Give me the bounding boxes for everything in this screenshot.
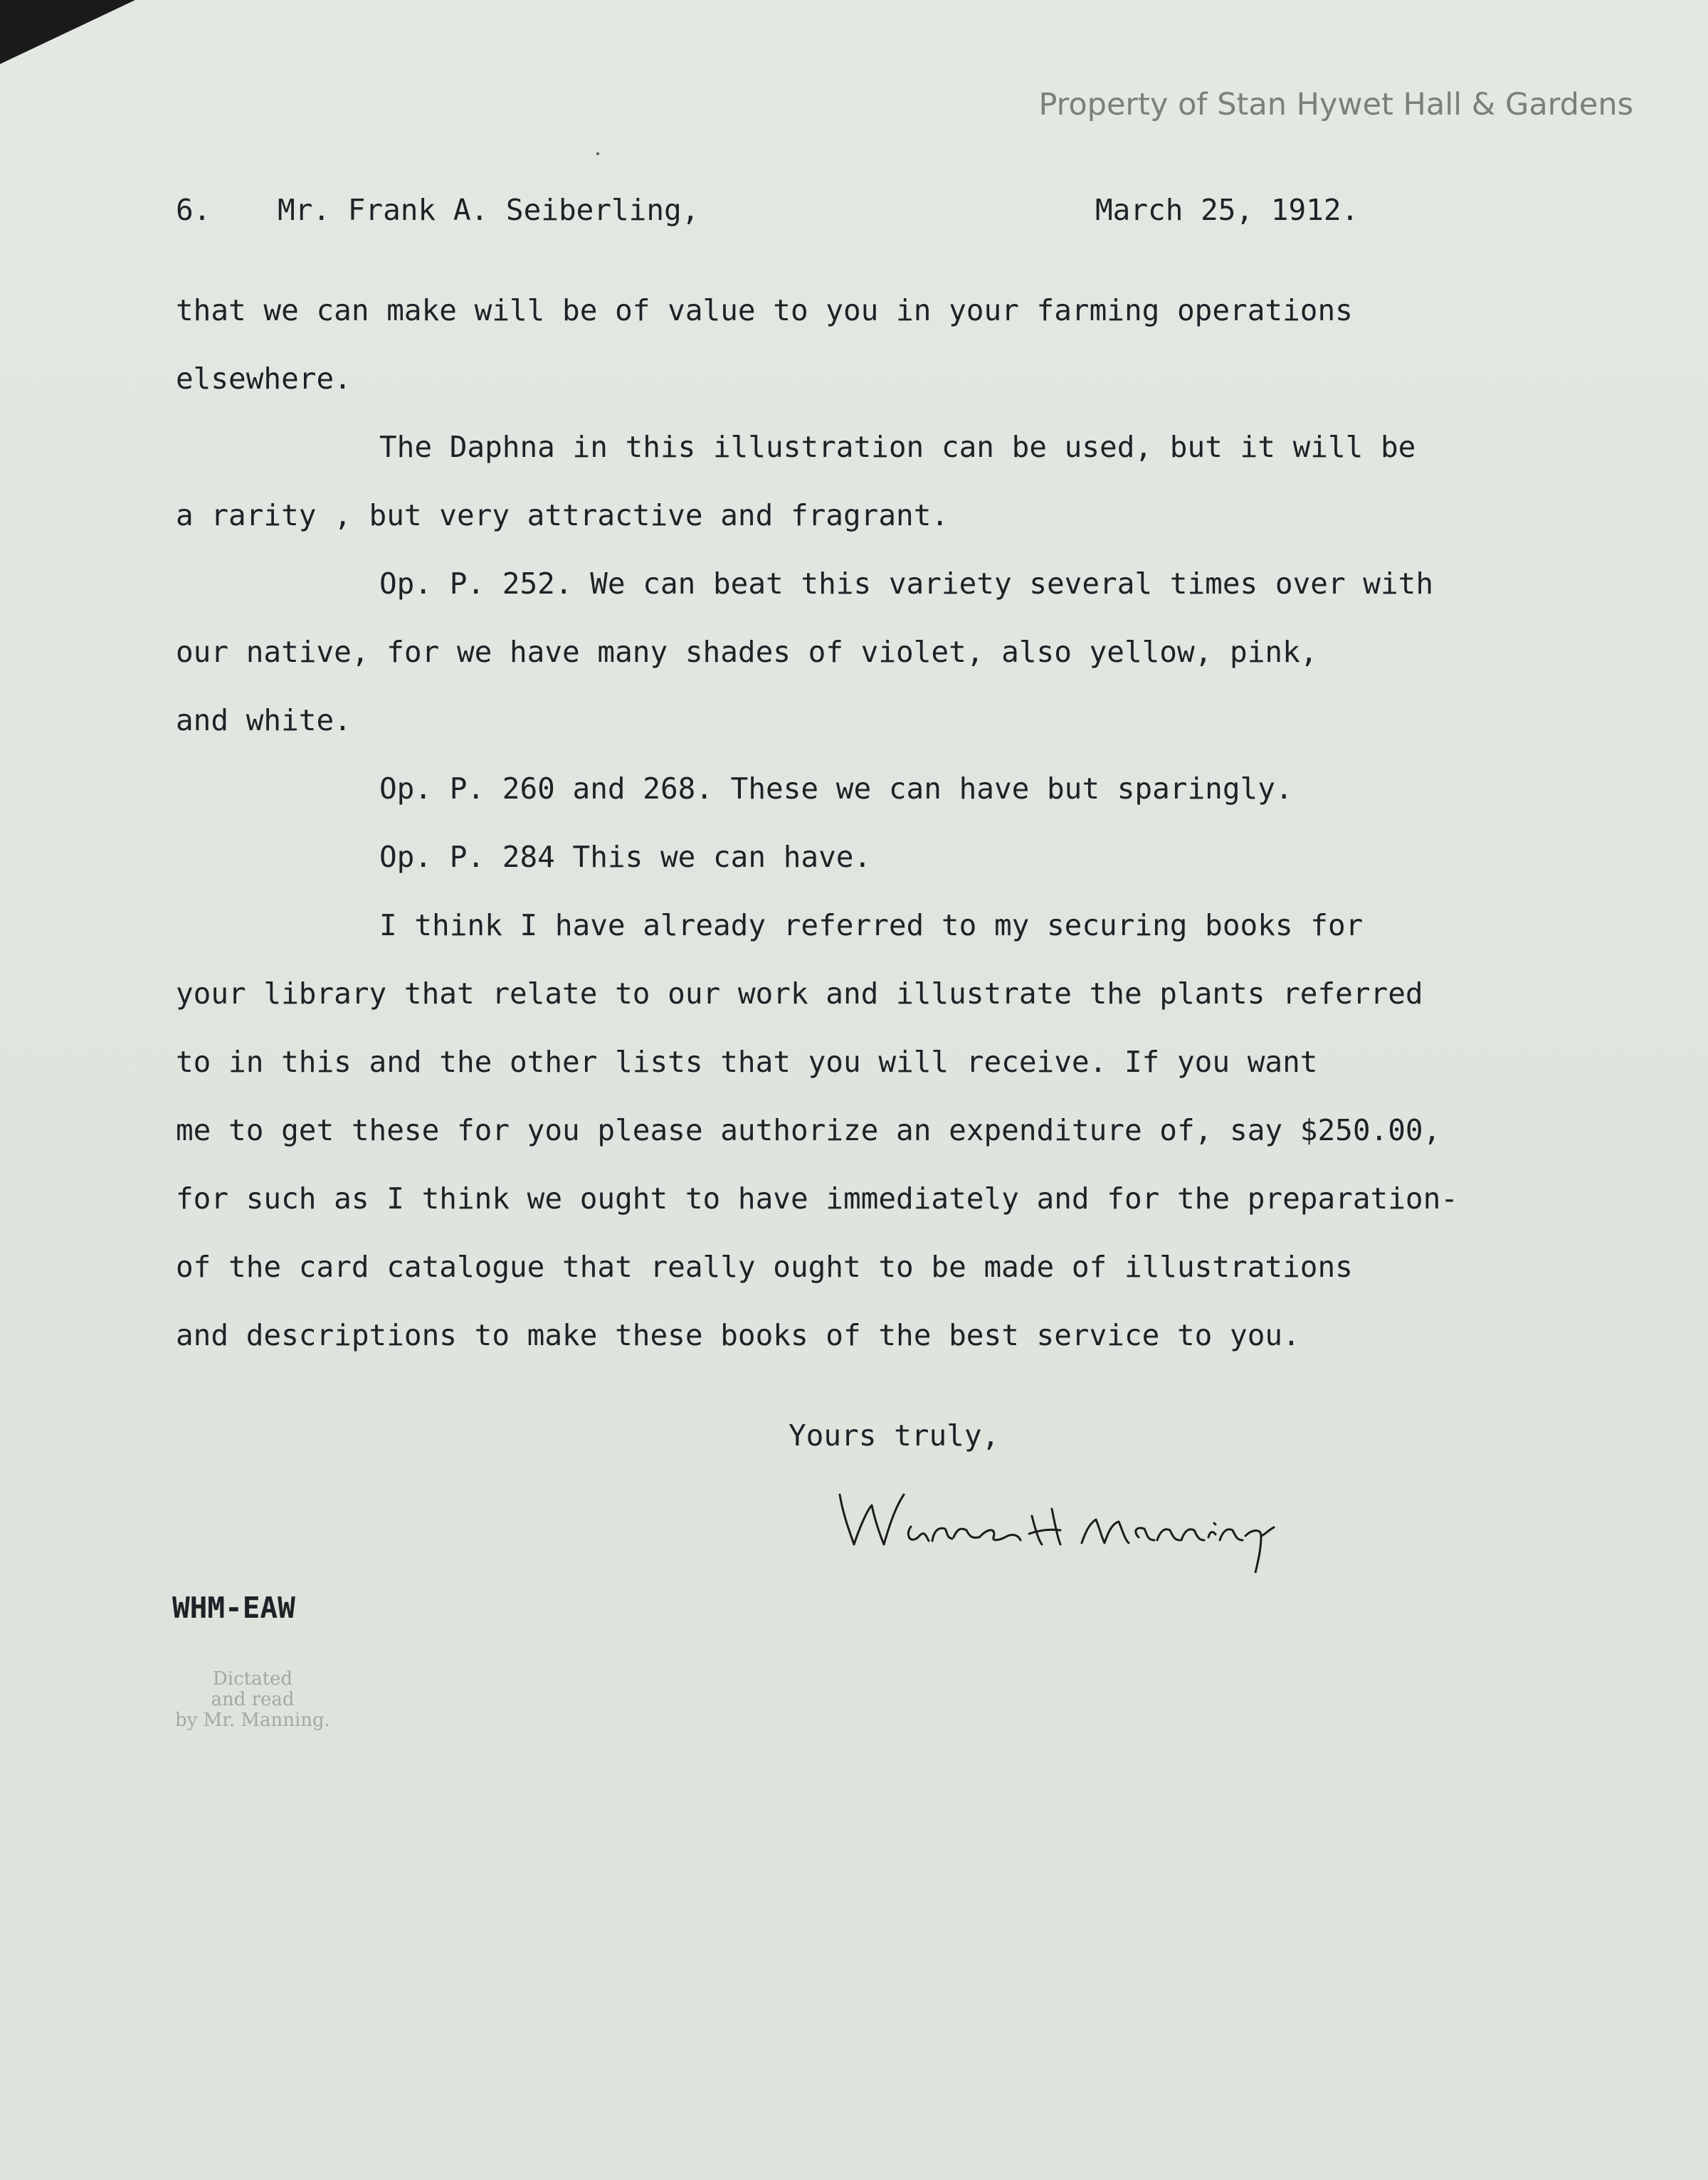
body-line: to in this and the other lists that you will receive. If you want <box>176 1045 1318 1079</box>
page-number: 6. <box>176 193 211 227</box>
watermark: Property of Stan Hywet Hall & Gardens <box>1038 87 1633 122</box>
body-line: that we can make will be of value to you in your farming operations <box>176 293 1353 327</box>
body-line: Op. P. 260 and 268. These we can have but sparingly. <box>379 772 1293 806</box>
letter-body <box>176 290 1458 1384</box>
closing: Yours truly, <box>789 1418 1000 1453</box>
body-line: and white. <box>176 703 352 737</box>
body-line: I think I have already referred to my securing books for <box>379 908 1364 942</box>
recipient-name: Mr. Frank A. Seiberling, <box>278 193 700 227</box>
page-corner-shadow <box>0 0 135 64</box>
dictation-stamp <box>146 1669 359 1731</box>
body-line: The Daphna in this illustration can be used, but it will be <box>379 430 1416 464</box>
body-line: your library that relate to our work and illustrate the plants referred <box>176 976 1423 1011</box>
body-line: a rarity , but very attractive and fragrant. <box>176 498 949 532</box>
stamp-line: and read <box>211 1689 295 1710</box>
stamp-line: Dictated <box>212 1668 293 1690</box>
body-line: and descriptions to make these books of the best service to you. <box>176 1318 1300 1352</box>
paper-speck <box>596 152 599 155</box>
signature <box>826 1466 1338 1573</box>
letter-date: March 25, 1912. <box>1095 193 1359 227</box>
body-line: of the card catalogue that really ought to be made of illustrations <box>176 1250 1353 1284</box>
stamp-line: by Mr. Manning. <box>175 1710 330 1731</box>
body-line: elsewhere. <box>176 362 352 396</box>
body-line: me to get these for you please authorize an expenditure of, say $250.00, <box>176 1113 1441 1147</box>
body-line: our native, for we have many shades of violet, also yellow, pink, <box>176 635 1318 669</box>
body-line: for such as I think we ought to have immediately and for the preparation- <box>176 1181 1458 1216</box>
body-line: Op. P. 284 This we can have. <box>379 840 872 874</box>
body-line: Op. P. 252. We can beat this variety several times over with <box>379 567 1434 601</box>
typist-initials: WHM-EAW <box>172 1591 295 1625</box>
